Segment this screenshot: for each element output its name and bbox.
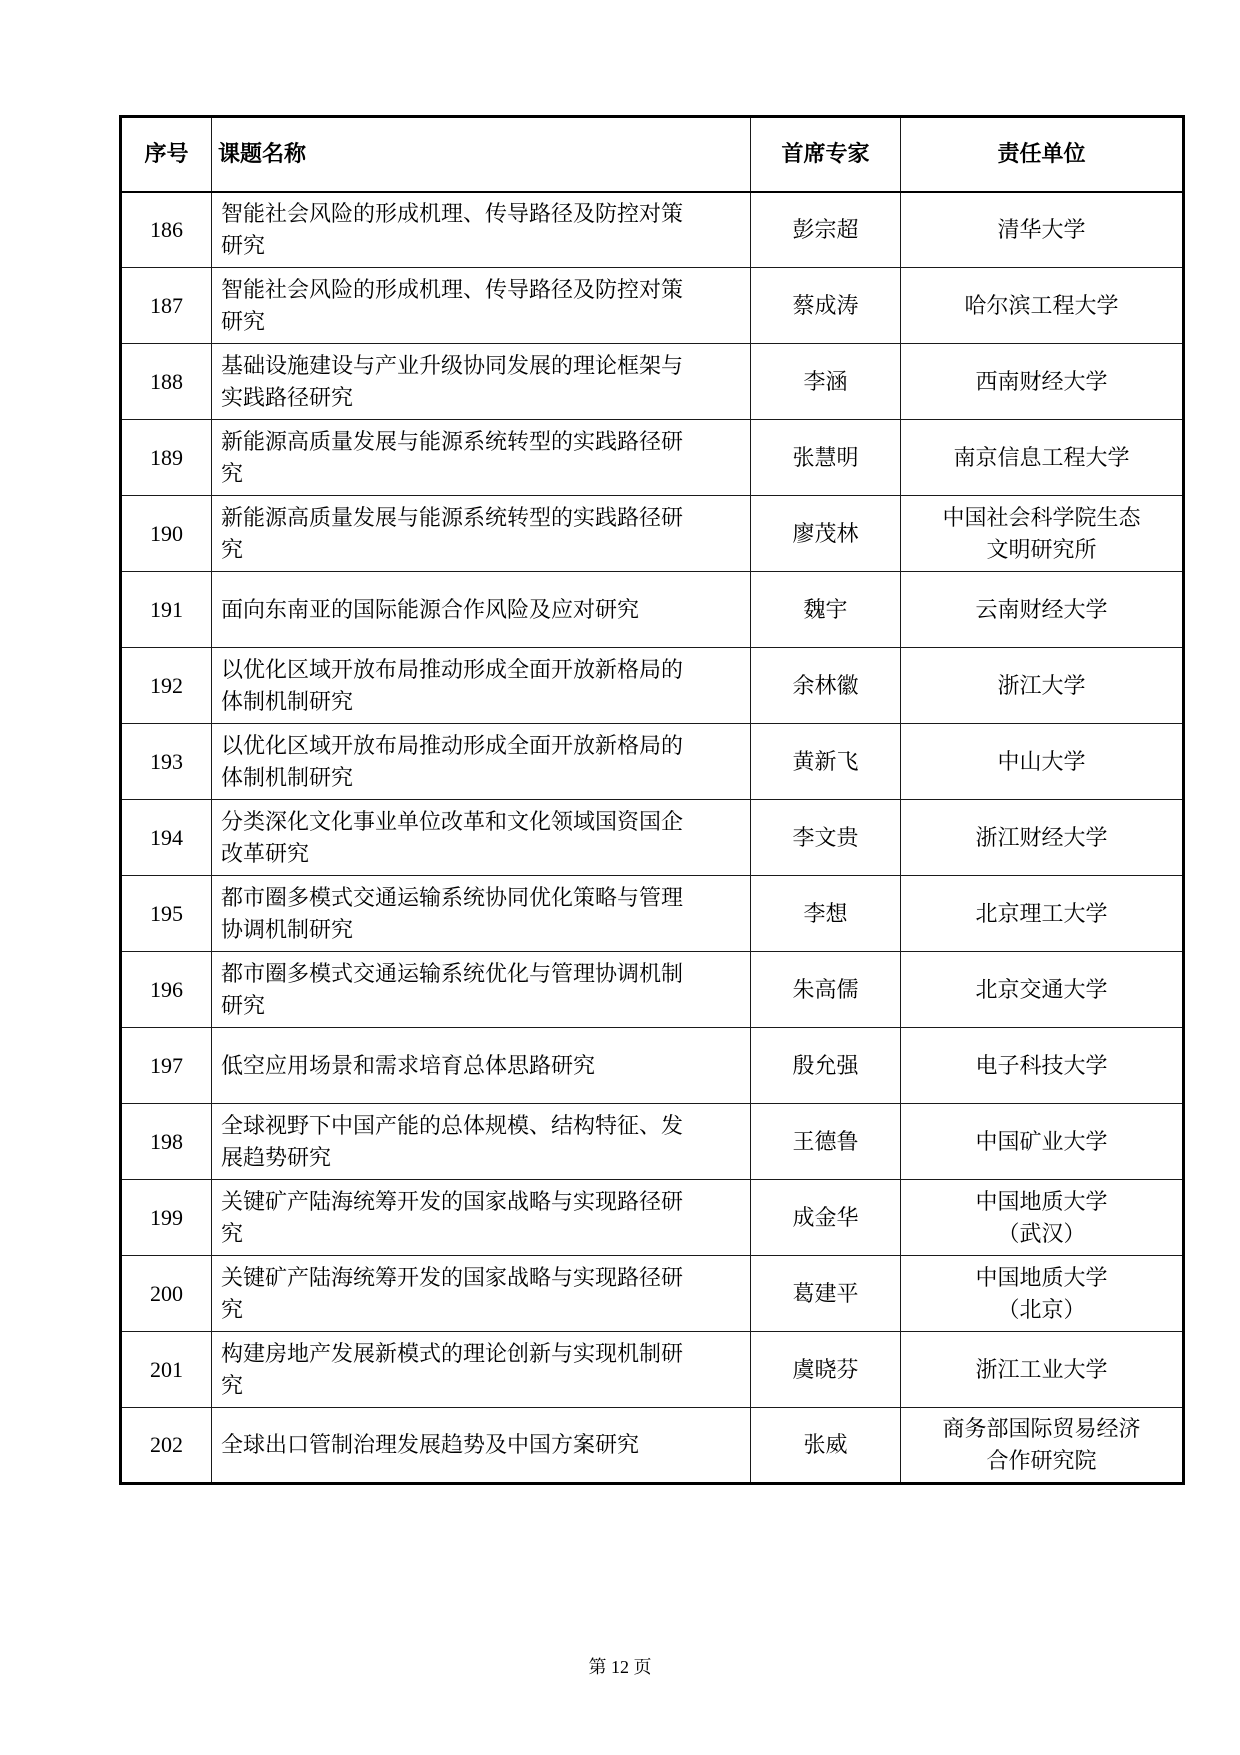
chief-expert-cell: 殷允强 <box>751 1028 901 1104</box>
serial-number-cell: 187 <box>121 268 212 344</box>
project-title-cell: 面向东南亚的国际能源合作风险及应对研究 <box>212 572 751 648</box>
header-project-title: 课题名称 <box>212 117 751 192</box>
page-number: 第 12 页 <box>588 1657 652 1677</box>
responsible-unit-cell: 西南财经大学 <box>901 344 1184 420</box>
chief-expert-cell: 李文贵 <box>751 800 901 876</box>
responsible-unit-cell: 电子科技大学 <box>901 1028 1184 1104</box>
project-title-cell: 全球视野下中国产能的总体规模、结构特征、发 展趋势研究 <box>212 1104 751 1180</box>
header-responsible-unit: 责任单位 <box>901 117 1184 192</box>
table-row <box>121 1180 1184 1256</box>
header-serial-number: 序号 <box>121 117 212 192</box>
chief-expert-cell: 张慧明 <box>751 420 901 496</box>
table-row <box>121 1028 1184 1104</box>
table-row <box>121 724 1184 800</box>
project-title-cell: 低空应用场景和需求培育总体思路研究 <box>212 1028 751 1104</box>
responsible-unit-cell: 浙江大学 <box>901 648 1184 724</box>
project-title-cell: 关键矿产陆海统筹开发的国家战略与实现路径研 究 <box>212 1256 751 1332</box>
serial-number-cell: 193 <box>121 724 212 800</box>
responsible-unit-cell: 浙江工业大学 <box>901 1332 1184 1408</box>
responsible-unit-cell: 哈尔滨工程大学 <box>901 268 1184 344</box>
table-header-row <box>121 117 1184 192</box>
chief-expert-cell: 余林徽 <box>751 648 901 724</box>
table-row <box>121 952 1184 1028</box>
project-title-cell: 以优化区域开放布局推动形成全面开放新格局的 体制机制研究 <box>212 648 751 724</box>
serial-number-cell: 200 <box>121 1256 212 1332</box>
serial-number-cell: 199 <box>121 1180 212 1256</box>
project-title-cell: 智能社会风险的形成机理、传导路径及防控对策 研究 <box>212 268 751 344</box>
chief-expert-cell: 蔡成涛 <box>751 268 901 344</box>
project-title-cell: 分类深化文化事业单位改革和文化领域国资国企 改革研究 <box>212 800 751 876</box>
responsible-unit-cell: 北京交通大学 <box>901 952 1184 1028</box>
responsible-unit-cell: 中国地质大学 （武汉） <box>901 1180 1184 1256</box>
responsible-unit-cell: 商务部国际贸易经济 合作研究院 <box>901 1408 1184 1484</box>
chief-expert-cell: 李涵 <box>751 344 901 420</box>
projects-table <box>119 115 1185 1485</box>
responsible-unit-cell: 中山大学 <box>901 724 1184 800</box>
chief-expert-cell: 彭宗超 <box>751 192 901 268</box>
project-title-cell: 基础设施建设与产业升级协同发展的理论框架与 实践路径研究 <box>212 344 751 420</box>
chief-expert-cell: 李想 <box>751 876 901 952</box>
serial-number-cell: 192 <box>121 648 212 724</box>
header-chief-expert: 首席专家 <box>751 117 901 192</box>
table-row <box>121 800 1184 876</box>
responsible-unit-cell: 北京理工大学 <box>901 876 1184 952</box>
chief-expert-cell: 成金华 <box>751 1180 901 1256</box>
serial-number-cell: 191 <box>121 572 212 648</box>
chief-expert-cell: 王德鲁 <box>751 1104 901 1180</box>
serial-number-cell: 198 <box>121 1104 212 1180</box>
serial-number-cell: 189 <box>121 420 212 496</box>
project-title-cell: 都市圈多模式交通运输系统优化与管理协调机制 研究 <box>212 952 751 1028</box>
project-title-cell: 全球出口管制治理发展趋势及中国方案研究 <box>212 1408 751 1484</box>
table-row <box>121 1104 1184 1180</box>
table-row <box>121 192 1184 268</box>
table-row <box>121 496 1184 572</box>
serial-number-cell: 188 <box>121 344 212 420</box>
table-row <box>121 1256 1184 1332</box>
responsible-unit-cell: 南京信息工程大学 <box>901 420 1184 496</box>
chief-expert-cell: 朱高儒 <box>751 952 901 1028</box>
responsible-unit-cell: 中国地质大学 （北京） <box>901 1256 1184 1332</box>
responsible-unit-cell: 浙江财经大学 <box>901 800 1184 876</box>
serial-number-cell: 194 <box>121 800 212 876</box>
project-title-cell: 以优化区域开放布局推动形成全面开放新格局的 体制机制研究 <box>212 724 751 800</box>
serial-number-cell: 195 <box>121 876 212 952</box>
chief-expert-cell: 虞晓芬 <box>751 1332 901 1408</box>
chief-expert-cell: 葛建平 <box>751 1256 901 1332</box>
table-row <box>121 648 1184 724</box>
serial-number-cell: 196 <box>121 952 212 1028</box>
serial-number-cell: 197 <box>121 1028 212 1104</box>
chief-expert-cell: 魏宇 <box>751 572 901 648</box>
table-row <box>121 420 1184 496</box>
project-title-cell: 都市圈多模式交通运输系统协同优化策略与管理 协调机制研究 <box>212 876 751 952</box>
table-row <box>121 572 1184 648</box>
chief-expert-cell: 张威 <box>751 1408 901 1484</box>
chief-expert-cell: 黄新飞 <box>751 724 901 800</box>
responsible-unit-cell: 中国矿业大学 <box>901 1104 1184 1180</box>
serial-number-cell: 202 <box>121 1408 212 1484</box>
serial-number-cell: 186 <box>121 192 212 268</box>
serial-number-cell: 201 <box>121 1332 212 1408</box>
table-row <box>121 268 1184 344</box>
responsible-unit-cell: 云南财经大学 <box>901 572 1184 648</box>
project-title-cell: 新能源高质量发展与能源系统转型的实践路径研 究 <box>212 420 751 496</box>
project-title-cell: 构建房地产发展新模式的理论创新与实现机制研 究 <box>212 1332 751 1408</box>
chief-expert-cell: 廖茂林 <box>751 496 901 572</box>
table-row <box>121 1332 1184 1408</box>
table-row <box>121 344 1184 420</box>
responsible-unit-cell: 清华大学 <box>901 192 1184 268</box>
project-title-cell: 新能源高质量发展与能源系统转型的实践路径研 究 <box>212 496 751 572</box>
table-row <box>121 1408 1184 1484</box>
project-title-cell: 关键矿产陆海统筹开发的国家战略与实现路径研 究 <box>212 1180 751 1256</box>
project-title-cell: 智能社会风险的形成机理、传导路径及防控对策 研究 <box>212 192 751 268</box>
table-row <box>121 876 1184 952</box>
responsible-unit-cell: 中国社会科学院生态 文明研究所 <box>901 496 1184 572</box>
serial-number-cell: 190 <box>121 496 212 572</box>
